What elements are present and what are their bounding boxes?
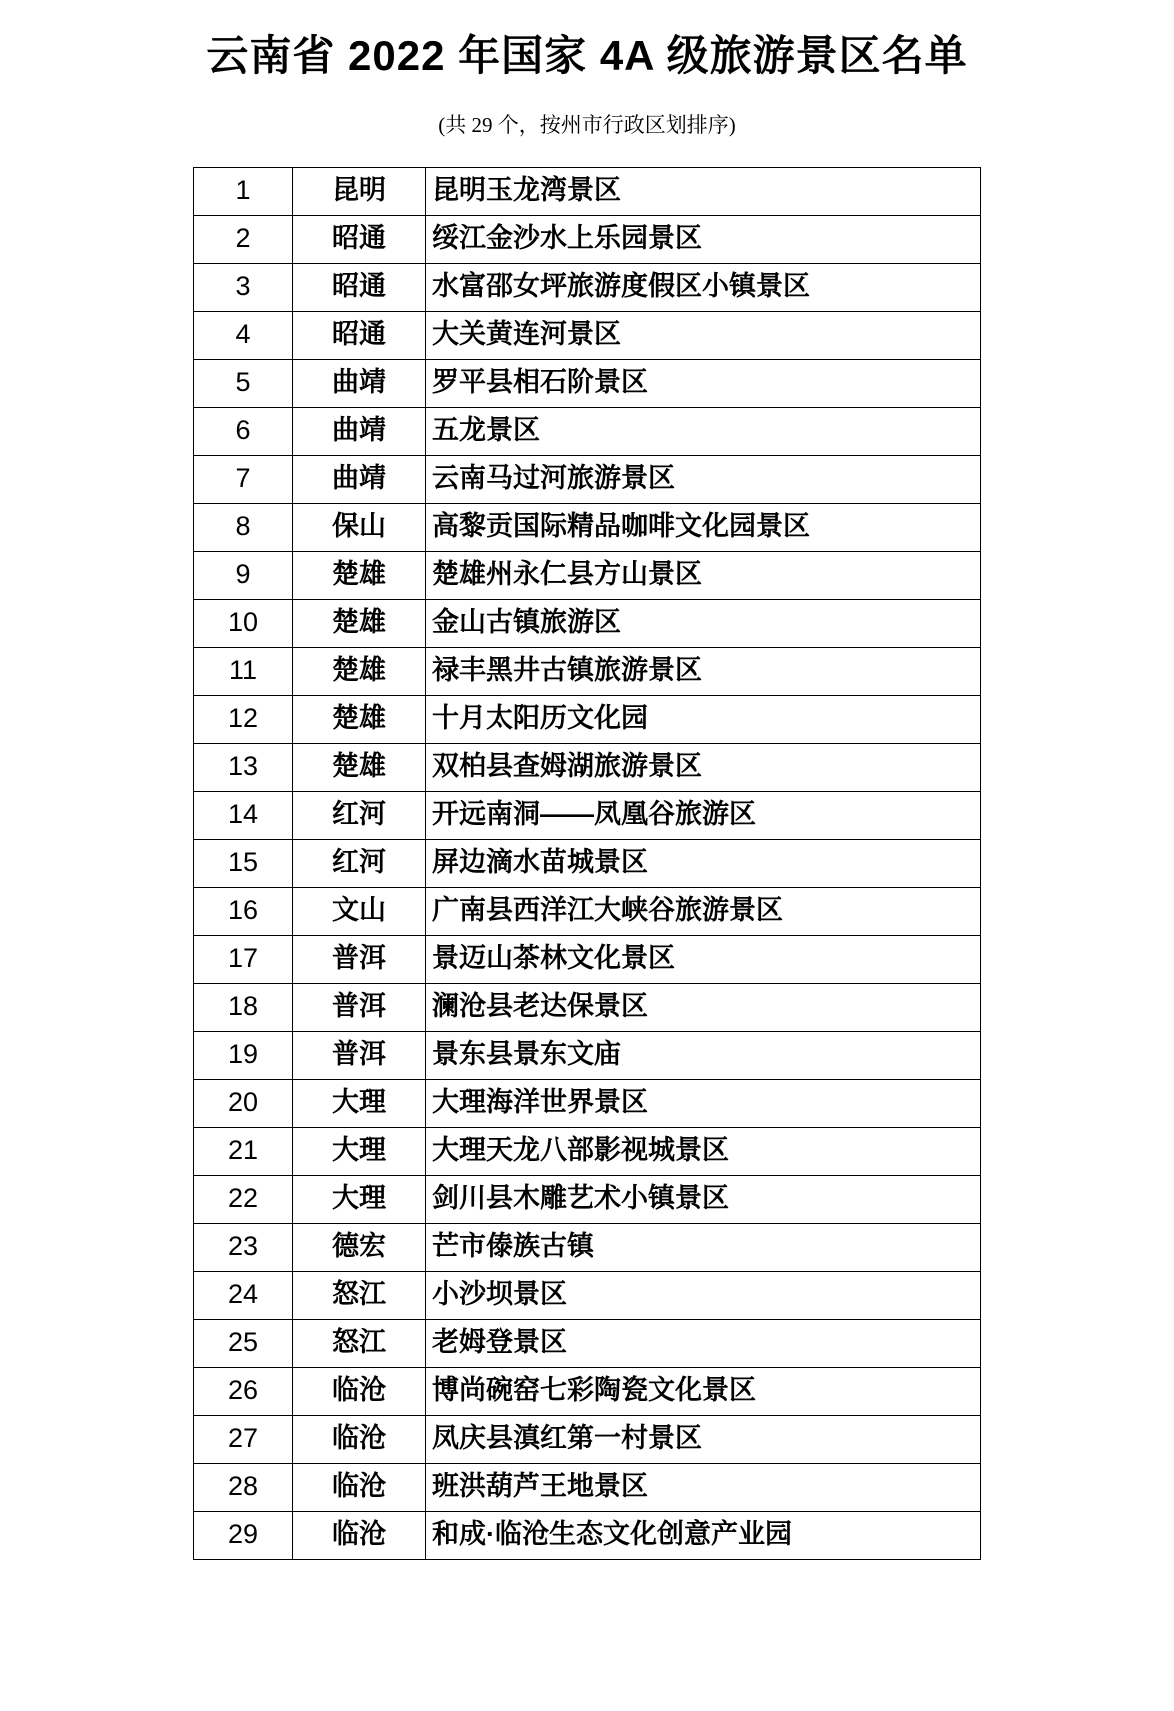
table-row: [194, 1223, 981, 1271]
table-row: [194, 1367, 981, 1415]
cell-scenic-area-name: 班洪葫芦王地景区: [426, 1463, 981, 1511]
table-row: [194, 455, 981, 503]
cell-city: 曲靖: [293, 359, 426, 407]
cell-scenic-area-name: 博尚碗窑七彩陶瓷文化景区: [426, 1367, 981, 1415]
table-row: [194, 1127, 981, 1175]
table-row: [194, 647, 981, 695]
cell-index: 4: [194, 311, 293, 359]
table-row: [194, 1463, 981, 1511]
cell-index: 12: [194, 695, 293, 743]
cell-scenic-area-name: 双柏县查姆湖旅游景区: [426, 743, 981, 791]
cell-index: 26: [194, 1367, 293, 1415]
cell-city: 临沧: [293, 1463, 426, 1511]
cell-scenic-area-name: 凤庆县滇红第一村景区: [426, 1415, 981, 1463]
table-row: [194, 311, 981, 359]
cell-city: 临沧: [293, 1415, 426, 1463]
table-row: [194, 407, 981, 455]
cell-scenic-area-name: 高黎贡国际精品咖啡文化园景区: [426, 503, 981, 551]
cell-index: 21: [194, 1127, 293, 1175]
cell-index: 16: [194, 887, 293, 935]
cell-city: 红河: [293, 791, 426, 839]
table-row: [194, 1079, 981, 1127]
cell-city: 曲靖: [293, 407, 426, 455]
cell-scenic-area-name: 金山古镇旅游区: [426, 599, 981, 647]
cell-scenic-area-name: 老姆登景区: [426, 1319, 981, 1367]
cell-index: 14: [194, 791, 293, 839]
table-row: [194, 503, 981, 551]
cell-index: 23: [194, 1223, 293, 1271]
scenic-area-table: [193, 167, 981, 1560]
table-row: [194, 887, 981, 935]
cell-scenic-area-name: 芒市傣族古镇: [426, 1223, 981, 1271]
table-row: [194, 1175, 981, 1223]
cell-city: 昭通: [293, 215, 426, 263]
cell-index: 18: [194, 983, 293, 1031]
cell-index: 3: [194, 263, 293, 311]
cell-index: 1: [194, 167, 293, 215]
table-row: [194, 1271, 981, 1319]
table-row: [194, 983, 981, 1031]
page-title: 云南省 2022 年国家 4A 级旅游景区名单: [206, 32, 968, 79]
cell-index: 24: [194, 1271, 293, 1319]
table-row: [194, 359, 981, 407]
cell-city: 楚雄: [293, 551, 426, 599]
cell-index: 2: [194, 215, 293, 263]
cell-scenic-area-name: 屏边滴水苗城景区: [426, 839, 981, 887]
cell-city: 楚雄: [293, 647, 426, 695]
table-row: [194, 167, 981, 215]
cell-scenic-area-name: 十月太阳历文化园: [426, 695, 981, 743]
cell-city: 德宏: [293, 1223, 426, 1271]
cell-index: 6: [194, 407, 293, 455]
cell-scenic-area-name: 云南马过河旅游景区: [426, 455, 981, 503]
cell-scenic-area-name: 大关黄连河景区: [426, 311, 981, 359]
cell-scenic-area-name: 广南县西洋江大峡谷旅游景区: [426, 887, 981, 935]
cell-scenic-area-name: 澜沧县老达保景区: [426, 983, 981, 1031]
cell-scenic-area-name: 禄丰黑井古镇旅游景区: [426, 647, 981, 695]
table-row: [194, 935, 981, 983]
cell-city: 大理: [293, 1079, 426, 1127]
cell-scenic-area-name: 景迈山茶林文化景区: [426, 935, 981, 983]
cell-scenic-area-name: 五龙景区: [426, 407, 981, 455]
cell-index: 15: [194, 839, 293, 887]
cell-index: 22: [194, 1175, 293, 1223]
cell-scenic-area-name: 大理天龙八部影视城景区: [426, 1127, 981, 1175]
table-row: [194, 743, 981, 791]
cell-scenic-area-name: 大理海洋世界景区: [426, 1079, 981, 1127]
page-subtitle: (共 29 个，按州市行政区划排序): [438, 112, 736, 137]
cell-scenic-area-name: 小沙坝景区: [426, 1271, 981, 1319]
cell-index: 29: [194, 1511, 293, 1559]
table-row: [194, 551, 981, 599]
cell-city: 怒江: [293, 1319, 426, 1367]
cell-city: 普洱: [293, 1031, 426, 1079]
cell-city: 大理: [293, 1127, 426, 1175]
table-body: [194, 167, 981, 1559]
cell-city: 楚雄: [293, 743, 426, 791]
table-row: [194, 215, 981, 263]
cell-index: 13: [194, 743, 293, 791]
table-row: [194, 263, 981, 311]
table-row: [194, 1415, 981, 1463]
cell-city: 临沧: [293, 1367, 426, 1415]
cell-city: 曲靖: [293, 455, 426, 503]
cell-city: 楚雄: [293, 695, 426, 743]
cell-scenic-area-name: 昆明玉龙湾景区: [426, 167, 981, 215]
cell-city: 昭通: [293, 311, 426, 359]
cell-index: 7: [194, 455, 293, 503]
cell-city: 普洱: [293, 935, 426, 983]
table-row: [194, 791, 981, 839]
cell-city: 红河: [293, 839, 426, 887]
cell-index: 20: [194, 1079, 293, 1127]
cell-index: 19: [194, 1031, 293, 1079]
cell-scenic-area-name: 罗平县相石阶景区: [426, 359, 981, 407]
table-row: [194, 839, 981, 887]
cell-index: 17: [194, 935, 293, 983]
table-row: [194, 1319, 981, 1367]
cell-scenic-area-name: 和成·临沧生态文化创意产业园: [426, 1511, 981, 1559]
list-table-container: [193, 167, 981, 1560]
table-row: [194, 1511, 981, 1559]
cell-index: 8: [194, 503, 293, 551]
cell-city: 普洱: [293, 983, 426, 1031]
table-row: [194, 599, 981, 647]
cell-index: 11: [194, 647, 293, 695]
cell-city: 临沧: [293, 1511, 426, 1559]
table-row: [194, 695, 981, 743]
cell-scenic-area-name: 水富邵女坪旅游度假区小镇景区: [426, 263, 981, 311]
cell-scenic-area-name: 楚雄州永仁县方山景区: [426, 551, 981, 599]
cell-index: 27: [194, 1415, 293, 1463]
cell-index: 28: [194, 1463, 293, 1511]
cell-city: 怒江: [293, 1271, 426, 1319]
cell-index: 9: [194, 551, 293, 599]
cell-city: 楚雄: [293, 599, 426, 647]
cell-city: 文山: [293, 887, 426, 935]
cell-city: 大理: [293, 1175, 426, 1223]
cell-city: 昭通: [293, 263, 426, 311]
cell-city: 保山: [293, 503, 426, 551]
cell-index: 5: [194, 359, 293, 407]
cell-scenic-area-name: 开远南洞——凤凰谷旅游区: [426, 791, 981, 839]
cell-scenic-area-name: 绥江金沙水上乐园景区: [426, 215, 981, 263]
cell-scenic-area-name: 景东县景东文庙: [426, 1031, 981, 1079]
cell-index: 10: [194, 599, 293, 647]
table-row: [194, 1031, 981, 1079]
cell-scenic-area-name: 剑川县木雕艺术小镇景区: [426, 1175, 981, 1223]
cell-city: 昆明: [293, 167, 426, 215]
cell-index: 25: [194, 1319, 293, 1367]
